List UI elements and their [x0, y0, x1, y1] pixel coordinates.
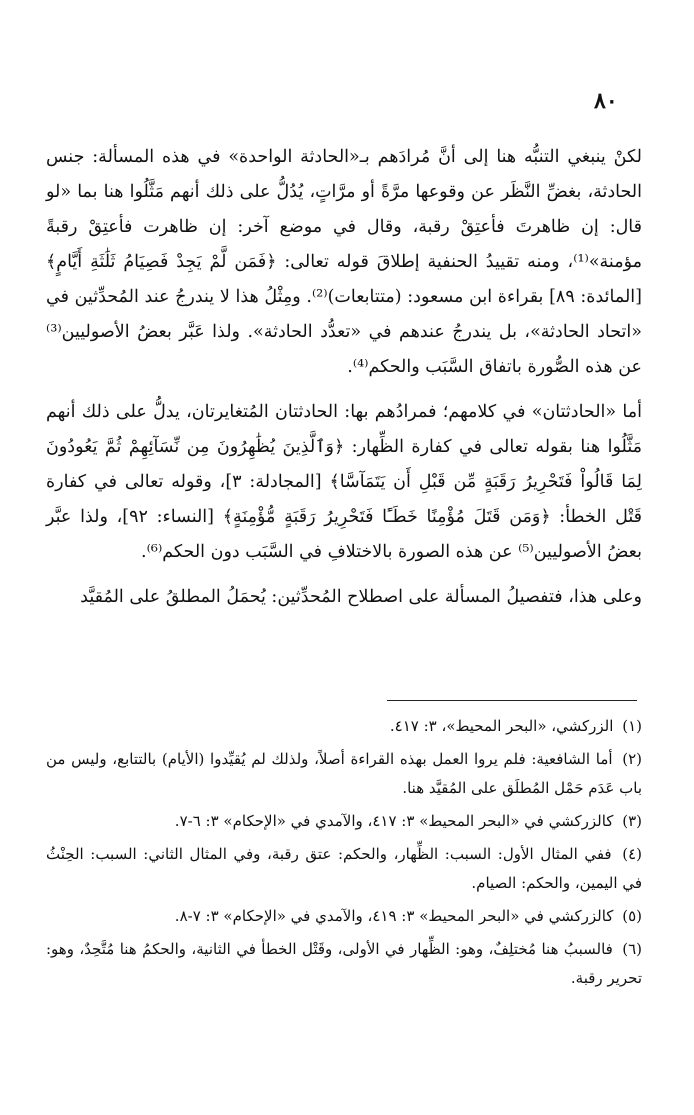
footnote-5: [46, 902, 642, 931]
footnote-6: [46, 935, 642, 993]
footnote-2: [46, 745, 642, 803]
footnote-divider: [387, 700, 637, 701]
footnote-number: (٢): [622, 750, 642, 768]
main-text: [46, 140, 642, 625]
paragraph-2: أما «الحادثتان» في كلامهم؛ فمرادُهم بها: الحادثتان المُتغايرتان، يدلُّ على ذلك أنهم مَثَّلُوا هنا بقوله تعالى في كفارة الظِّهار: ﴿وَٱلَّذِينَ يُظَٰهِرُونَ مِن نِّسَآئِهِمْ ثُمَّ يَعُودُونَ لِمَا قَالُواْ فَتَحْرِيرُ رَقَبَةٍ مِّن قَبْلِ أَن يَتَمَآسَّا﴾ [المجادلة: ٣]، وقوله تعالى في كفارة قَتْل الخطأ: ﴿وَمَن قَتَلَ مُؤْمِنًا خَطَـًٔا فَتَحْرِيرُ رَقَبَةٍ مُّؤْمِنَةٍ﴾ [النساء: ٩٢]، ولذا عبَّر بعضُ الأصوليين⁽⁵⁾ عن هذه الصورة بالاختلافِ في السَّبَب دون الحكم⁽⁶⁾.: [46, 402, 642, 562]
footnote-number: (٤): [622, 845, 642, 863]
footnote-text: ففي المثال الأول: السبب: الظِّهار، والحكم: عتق رقبة، وفي المثال الثاني: السبب: الحِنْثُ في اليمين، والحكم: الصيام.: [46, 845, 642, 892]
page-number: ٨٠: [594, 88, 618, 114]
footnote-number: (١): [622, 717, 642, 735]
footnote-1: [46, 712, 642, 741]
footnote-4: [46, 840, 642, 898]
footnote-text: كالزركشي في «البحر المحيط» ٣: ٤١٩، والآمدي في «الإحكام» ٣: ٧-٨.: [174, 907, 614, 925]
paragraph-3: وعلى هذا، فتفصيلُ المسألة على اصطلاح المُحدِّثين: يُحمَلُ المطلقُ على المُقيَّد: [80, 587, 642, 607]
footnote-text: كالزركشي في «البحر المحيط» ٣: ٤١٧، والآمدي في «الإحكام» ٣: ٦-٧.: [174, 812, 614, 830]
footnote-3: [46, 807, 642, 836]
footnote-text: فالسببُ هنا مُختلِفٌ، وهو: الظِّهار في الأولى، وقَتْل الخطأ في الثانية، والحكمُ هنا مُتَّحِدٌ، وهو: تحرير رقبة.: [46, 940, 642, 987]
footnotes: [46, 712, 642, 997]
footnote-text: الزركشي، «البحر المحيط»، ٣: ٤١٧.: [389, 717, 614, 735]
paragraph-1: لكنْ ينبغي التنبُّه هنا إلى أنَّ مُرادَهم بـ«الحادثة الواحدة» في هذه المسألة: جنس الحادثة، بغضِّ النَّظَر عن وقوعها مرَّةً أو مرَّاتٍ، يُدُلُّ على ذلك أنهم مَثَّلُوا هنا بما «لو قال: إن ظاهرتَ فأعتِقْ رقبة، وقال في موضع آخر: إن ظاهرت فأعتِقْ رقبةً مؤمنة»⁽¹⁾، ومنه تقييدُ الحنفية إطلاقَ قوله تعالى: ﴿فَمَن لَّمْ يَجِدْ فَصِيَامُ ثَلَٰثَةِ أَيَّامٍ﴾ [المائدة: ٨٩] بقراءة ابن مسعود: (متتابعات)⁽²⁾. ومِثْلُ هذا لا يندرجُ عند المُحدِّثين في «اتحاد الحادثة»، بل يندرجُ عندهم في «تعدُّد الحادثة». ولذا عَبَّر بعضُ الأصوليين⁽³⁾ عن هذه الصُّورة باتفاق السَّبَب والحكم⁽⁴⁾.: [46, 147, 642, 377]
footnote-number: (٣): [622, 812, 642, 830]
footnote-number: (٥): [622, 907, 642, 925]
footnote-text: أما الشافعية: فلم يروا العمل بهذه القراءة أصلاً، ولذلك لم يُقيِّدوا (الأيام) بالتتابع، وليس من باب عَدَم حَمْل المُطلَق على المُقيَّد هنا.: [46, 750, 642, 797]
footnote-number: (٦): [622, 940, 642, 958]
